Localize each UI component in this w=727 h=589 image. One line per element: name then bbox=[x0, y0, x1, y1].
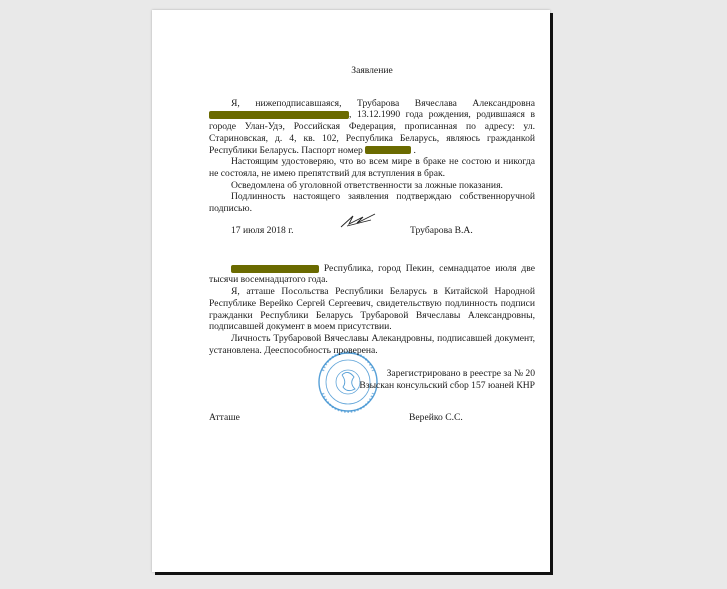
applicant-details: , 13.12.1990 года рождения, родившаяся в городе Улан-Удэ, Российская Федерация, прописанная по адресу: ул. Стариновская, д. 4, кв. 102, Республика Беларусь, являюсь гражданкой Республики Беларусь. Паспорт номер bbox=[209, 109, 535, 156]
redaction-mark bbox=[365, 146, 411, 154]
registry-line: Зарегистрировано в реестре за № 20 bbox=[386, 368, 535, 380]
official-signature-row bbox=[209, 412, 535, 424]
applicant-paragraph: Я, нижеподписавшаяся, Трубарова Вячеслава Александровна , 13.12.1990 года рождения, родившаяся в городе Улан-Удэ, Российская Федерация, прописанная по адресу: ул. Стариновская, д. 4, кв. 102, Республика Беларусь, являюсь гражданкой Республики Беларусь. Паспорт номер . bbox=[209, 97, 535, 156]
liability-paragraph: Осведомлена об уголовной ответственности за ложные показания. bbox=[231, 179, 503, 191]
document-body bbox=[209, 65, 535, 424]
document-title: Заявление bbox=[351, 65, 393, 76]
redaction-mark bbox=[209, 111, 349, 119]
applicant-intro: Я, нижеподписавшаяся, Трубарова Вячеслава Александровна bbox=[231, 97, 535, 109]
applicant-name: Трубарова В.А. bbox=[410, 224, 473, 236]
official-role: Атташе bbox=[209, 411, 240, 423]
document-page bbox=[152, 10, 550, 572]
official-name: Верейко С.С. bbox=[409, 411, 463, 423]
attaché-paragraph: Я, атташе Посольства Республики Беларусь в Китайской Народной Республике Верейко Сергей Сергеевич, свидетельствую подлинность подписи гражданки Республики Беларусь Трубаровой Вячеславы Александровны, подписавшей документ в моем присутствии. bbox=[209, 286, 535, 333]
date-signature-row bbox=[209, 225, 535, 237]
place-date-text: Республика, город Пекин, семнадцатое июля две тысячи восемнадцатого года. bbox=[209, 262, 535, 286]
identity-paragraph: Личность Трубаровой Вячеславы Алекандровны, подписавшей документ, установлена. Дееспособность проверена. bbox=[209, 332, 535, 356]
document-date: 17 июля 2018 г. bbox=[231, 224, 294, 236]
place-date-paragraph bbox=[209, 263, 535, 286]
fee-line: Взыскан консульский сбор 157 юаней КНР bbox=[359, 380, 535, 392]
marital-paragraph: Настоящим удостоверяю, что во всем мире в браке не состою и никогда не состояла, не имею препятствий для вступления в брак. bbox=[209, 156, 535, 179]
redaction-mark bbox=[231, 265, 319, 273]
authenticity-paragraph: Подлинность настоящего заявления подтверждаю собственноручной подписью. bbox=[209, 191, 535, 215]
